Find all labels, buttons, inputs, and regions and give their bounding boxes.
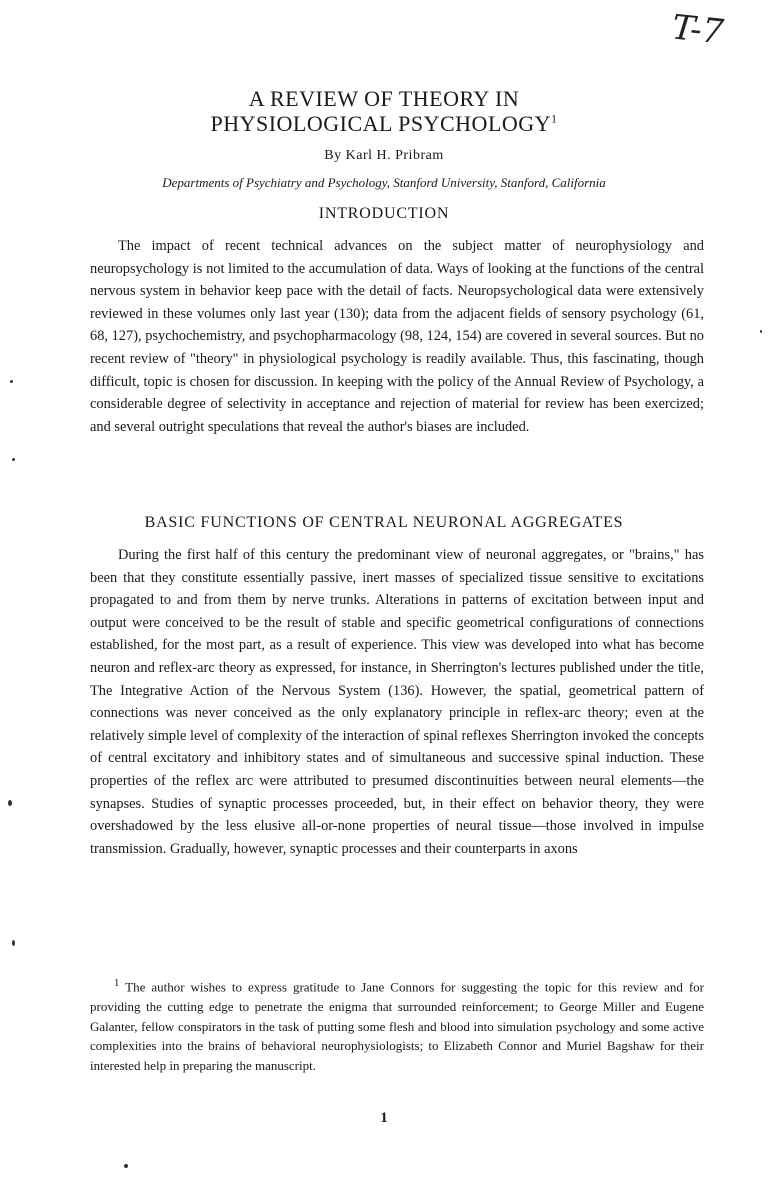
handwritten-annotation: T-7 (670, 7, 726, 53)
affiliation: Departments of Psychiatry and Psychology, Stanford University, Stanford, California (162, 175, 606, 190)
title-line-2-text: PHYSIOLOGICAL PSYCHOLOGY (210, 111, 552, 136)
author-line: By Karl H. Pribram (324, 148, 444, 163)
title-footnote-mark: 1 (551, 111, 558, 126)
title-line-1: A REVIEW OF THEORY IN (248, 86, 520, 111)
section-heading-introduction: INTRODUCTION (318, 205, 450, 222)
page-number: 1 (380, 1110, 388, 1126)
introduction-paragraph: The impact of recent technical advances on the subject matter of neurophysiology and neuropsychology is not limited to the accumulation of data. Ways of looking at the functions of the central nervous system in behavior keep pace with the detail of facts. Neuropsychological data were extensively reviewed in these volumes only last year (130); data from the adjacent fields of sensory psychology (61, 68, 127), psychochemistry, and psychopharmacology (98, 124, 154) are covered in several sources. But no recent review of "theory" in physiological psychology is readily available. Thus, this fascinating, though difficult, topic is chosen for discussion. In keeping with the policy of the Annual Review of Psychology, a considerable degree of selectivity in acceptance and rejection of material for review has been exercized; and several outright speculations that reveal the author's biases are included. (90, 238, 704, 435)
basic-functions-paragraph: During the first half of this century the predominant view of neuronal aggregates, or "brains," has been that they constitute essentially passive, inert masses of specialized tissue sensitive to excitations propagated to and from them by nerve trunks. Alterations in patterns of excitation between input and output were conceived to be the result of stable and specific geometrical configurations of connections established, for the most part, as a result of experience. This view was developed into what has become neuron and reflex-arc theory as expressed, for instance, in Sherrington's lectures published under the title, The Integrative Action of the Nervous System (136). However, the spatial, geometrical pattern of connections was never conceived as the only explanatory principle in reflex-arc theory; even at the relatively simple level of complexity of the interaction of spinal reflexes Sherrington invoked the concepts of central excitatory and inhibitory states and of simultaneous and successive spinal induction. These properties of the reflex arc were attributed to presumed discontinuities between neural elements—the synapses. Studies of synaptic processes proceeded, but, in their effect on behavior theory, they were overshadowed by the less elusive all-or-none properties of neural tissue—those involved in impulse transmission. Gradually, however, synaptic processes and their counterparts in axons (90, 547, 704, 857)
title-line-2 (0, 111, 768, 137)
scan-speck (124, 1164, 128, 1168)
scan-speck (760, 330, 762, 333)
scan-speck (12, 458, 15, 461)
scan-speck (12, 940, 15, 946)
footnote (90, 974, 704, 1075)
scan-speck (10, 380, 13, 383)
section-heading-basic-functions: BASIC FUNCTIONS OF CENTRAL NEURONAL AGGREGATES (144, 514, 624, 531)
footnote-text: The author wishes to express gratitude to Jane Connors for suggesting the topic for this review and for providing the cutting edge to penetrate the enigma that surrounded reinforcement; to George Miller and Eugene Galanter, fellow conspirators in the task of putting some flesh and blood into simulation psychology and some active complexities into the brains of behavioral neurophysiologists; to Elizabeth Connor and Muriel Bagshaw for their interested help in preparing the manuscript. (90, 979, 704, 1073)
footnote-mark: 1 (114, 977, 120, 989)
scan-speck (8, 800, 12, 806)
